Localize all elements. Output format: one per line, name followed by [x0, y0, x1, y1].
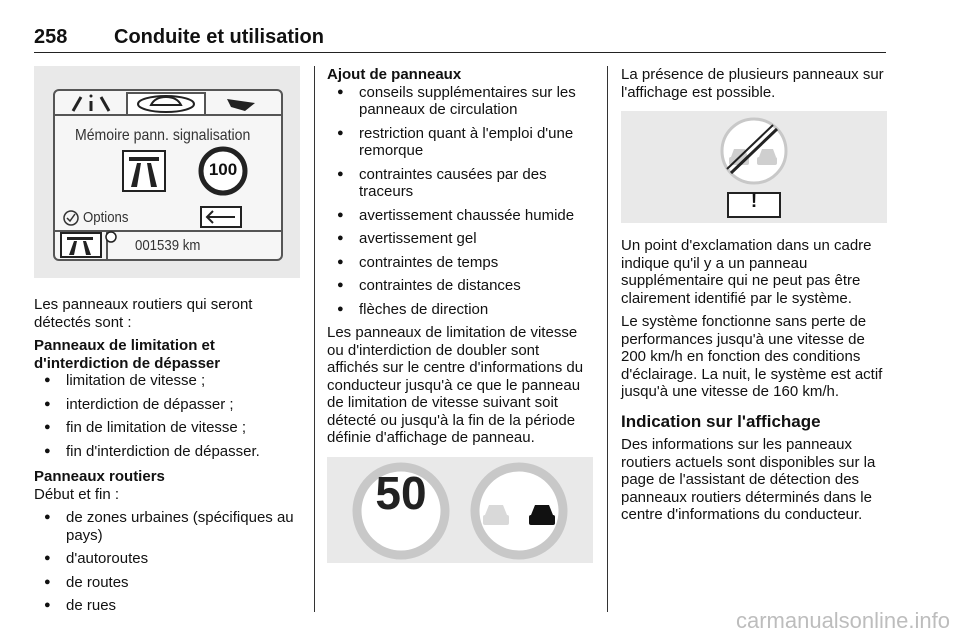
list-item: ● flèches de direction [327, 301, 593, 319]
list-item: ● contraintes de temps [327, 254, 593, 272]
list-item: ● avertissement gel [327, 230, 593, 248]
signs-figure [327, 457, 593, 563]
paragraph: Le système fonctionne sans perte de performances jusqu'à une vitesse de 200 km/h en fonction des conditions d'éclairage. La nuit, le système est actif jusqu'à une vitesse de 160 km/h. [621, 313, 883, 400]
list-item: ● avertissement chaussée humide [327, 207, 593, 225]
list-item: ● contraintes causées par des traceurs [327, 166, 593, 201]
odometer: 001539 km [135, 237, 201, 254]
section-heading: Indication sur l'affichage [621, 411, 821, 431]
signs-graphics [327, 457, 593, 563]
paragraph: Les panneaux de limitation de vitesse ou d'interdiction de doubler sont affichés sur le centre d'informations du conducteur jusqu'à ce que le panneau de limitation de vitesse suivant soit détecté ou jusqu'à la fin de la période définie d'affichage de panneau. [327, 324, 584, 446]
chapter-title: Conduite et utilisation [114, 26, 324, 48]
display-title: Mémoire pann. signalisation [75, 127, 251, 144]
subheading: Début et fin : [34, 485, 120, 503]
paragraph: Des informations sur les panneaux routiers actuels sont disponibles sur la page de l'assistant de détection des panneaux routiers déterminés dans le centre d'informations du conducteur. [621, 436, 876, 523]
options-label: Options [83, 209, 129, 226]
column-3 [621, 66, 887, 530]
road-sign-recognition-icon [227, 99, 255, 111]
speed-limit-100: 100 [208, 160, 238, 179]
list-item: ● contraintes de distances [327, 277, 593, 295]
check-icon [67, 214, 75, 221]
column-divider [607, 66, 608, 612]
list-item: ● de zones urbaines (spécifiques au pays) [34, 509, 300, 544]
list-road-signs [34, 509, 300, 615]
end-no-overtaking-figure [621, 111, 887, 223]
paragraph: La présence de plusieurs panneaux sur l'affichage est possible. [621, 66, 884, 101]
list-item: ● de routes [34, 574, 300, 592]
list-item: ● interdiction de dépasser ; [34, 396, 300, 414]
column-1 [34, 66, 300, 621]
exclamation-panel: ! [750, 191, 758, 212]
column-divider [314, 66, 315, 612]
page-number: 258 [34, 26, 68, 48]
list-item: ● conseils supplémentaires sur les panneaux de circulation [327, 84, 593, 119]
speed-limit-50: 50 [375, 466, 427, 519]
page-header [34, 26, 886, 53]
list-item: ● de rues [34, 597, 300, 615]
list-item: ● limitation de vitesse ; [34, 372, 300, 390]
list-additional-signs [327, 84, 593, 319]
paragraph: Un point d'exclamation dans un cadre indique qu'il y a un panneau supplémentaire qui ne peut pas être clairement identifié par le système. [621, 237, 872, 307]
dashboard-screen [53, 89, 283, 261]
dashboard-display-figure [34, 66, 300, 278]
display-graphics [55, 91, 281, 259]
column-2 [327, 66, 593, 563]
intro-text: Les panneaux routiers qui seront détectés sont : [34, 296, 253, 331]
list-limits [34, 372, 300, 460]
section-heading: Panneaux de limitation et d'interdiction de dépasser [34, 337, 221, 372]
lane-icon [73, 97, 109, 111]
list-item: ● fin de limitation de vitesse ; [34, 419, 300, 437]
list-item: ● d'autoroutes [34, 550, 300, 568]
list-item: ● restriction quant à l'emploi d'une remorque [327, 125, 593, 160]
section-heading: Panneaux routiers [34, 468, 165, 485]
watermark: carmanualsonline.info [735, 608, 950, 633]
section-heading: Ajout de panneaux [327, 66, 462, 83]
list-item: ● fin d'interdiction de dépasser. [34, 443, 300, 461]
